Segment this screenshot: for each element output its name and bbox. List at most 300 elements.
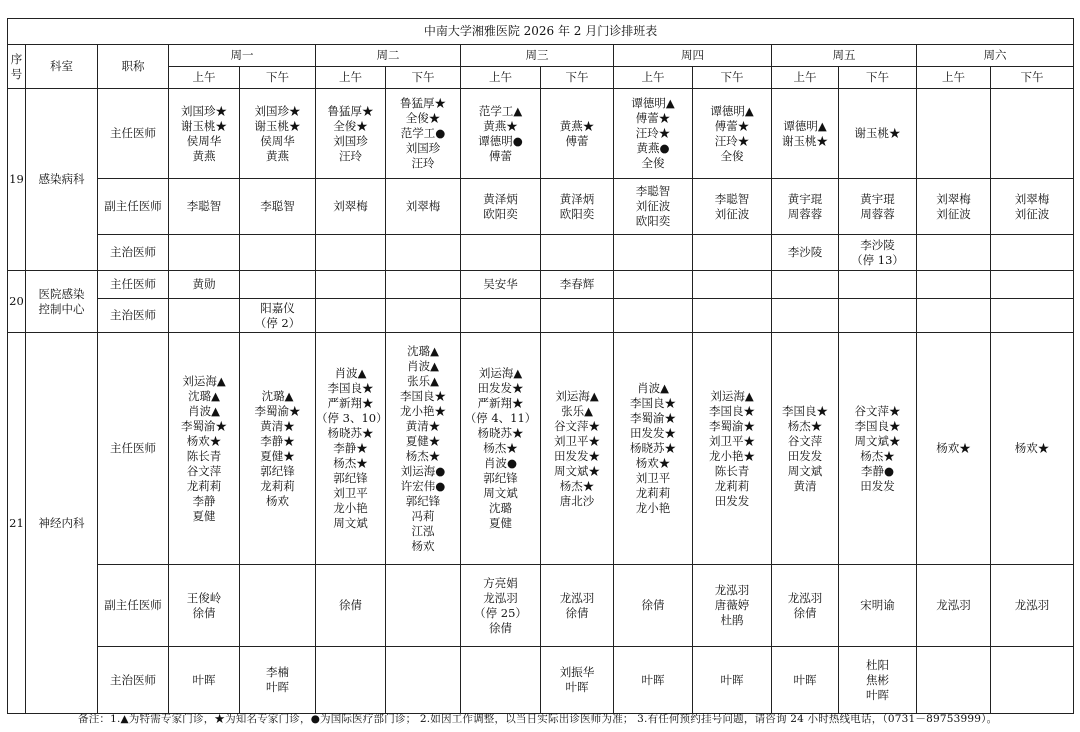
title-rank: 主治医师 [98, 235, 169, 271]
schedule-cell [991, 333, 1074, 565]
schedule-row [8, 89, 1074, 179]
schedule-row [8, 565, 1074, 647]
schedule-cell [386, 89, 461, 179]
doctor-name: 徐倩 [339, 598, 362, 612]
doctor-name: 全俊 [720, 148, 744, 163]
doctor-name: 汪玲 [339, 148, 362, 163]
doctor-name: 江泓 [411, 523, 435, 538]
doctor-name: 杜阳 [866, 657, 889, 672]
doctor-name: 李国良★ [782, 403, 828, 418]
doctor-name: 李静 [192, 493, 216, 508]
schedule-cell [991, 271, 1074, 299]
row-number: 20 [8, 271, 26, 333]
doctor-name: 杨杰★ [787, 418, 823, 433]
doctor-name: 黄泽炳 [483, 191, 518, 206]
schedule-cell [839, 333, 917, 565]
doctor-name: 欧阳奕 [559, 206, 595, 221]
doctor-name: 刘运海▲ [478, 366, 523, 380]
am-header: 上午 [917, 67, 991, 89]
schedule-cell [917, 333, 991, 565]
page-title: 中南大学湘雅医院 2026 年 2 月门诊排班表 [8, 19, 1074, 45]
doctor-name: 严新翔★ [327, 396, 374, 410]
doctor-name: 李沙陵 [787, 245, 823, 259]
doctor-name: 唐北沙 [559, 493, 595, 508]
schedule-cell [991, 89, 1074, 179]
schedule-cell [169, 565, 240, 647]
schedule-cell [614, 89, 693, 179]
doctor-name: 叶晖 [266, 680, 289, 694]
title-rank: 副主任医师 [98, 179, 169, 235]
doctor-name: 叶晖 [565, 680, 589, 694]
schedule-cell [614, 647, 693, 714]
day-header: 周三 [461, 45, 614, 67]
schedule-cell [461, 89, 541, 179]
schedule-cell [772, 179, 839, 235]
doctor-name: 傅蕾 [489, 148, 512, 163]
schedule-cell [541, 179, 614, 235]
doctor-name: 李聪智 [186, 199, 222, 213]
schedule-cell [240, 299, 316, 333]
doctor-name: 杨欢★ [936, 441, 971, 455]
schedule-cell [386, 647, 461, 714]
doctor-name: 唐薇婷 [714, 598, 750, 612]
schedule-cell [240, 333, 316, 565]
doctor-name: 王俊岭 [186, 590, 222, 605]
schedule-cell [541, 647, 614, 714]
schedule-cell [991, 235, 1074, 271]
doctor-name: 龙泓羽 [936, 598, 971, 612]
schedule-cell [614, 565, 693, 647]
schedule-row [8, 333, 1074, 565]
schedule-cell [614, 179, 693, 235]
schedule-cell [772, 299, 839, 333]
schedule-cell [693, 333, 772, 565]
schedule-cell [169, 235, 240, 271]
doctor-name: 杨杰★ [860, 448, 895, 463]
doctor-name: 李国良★ [630, 396, 676, 410]
schedule-cell [917, 565, 991, 647]
doctor-name: 杨杰★ [483, 441, 518, 455]
schedule-cell [991, 179, 1074, 235]
doctor-name: 沈璐 [489, 501, 512, 515]
doctor-name: 周文斌 [787, 463, 823, 478]
doctor-name: 杨杰★ [559, 478, 595, 493]
doctor-name: 黄清★ [260, 418, 295, 433]
doctor-name: 周文斌★ [554, 463, 600, 478]
am-header: 上午 [461, 67, 541, 89]
am-header: 上午 [316, 67, 386, 89]
doctor-name: 刘卫平★ [709, 433, 755, 448]
header-no [8, 45, 26, 89]
doctor-name: 沈璐▲ [188, 388, 220, 403]
doctor-name: 夏健★ [260, 448, 295, 463]
doctor-name: 龙泓羽 [559, 590, 595, 605]
pm-header: 下午 [839, 67, 917, 89]
doctor-name: 阳嘉仪 [260, 300, 295, 315]
doctor-name: 杨杰★ [333, 456, 368, 470]
schedule-cell [541, 565, 614, 647]
schedule-cell [240, 89, 316, 179]
schedule-cell [541, 89, 614, 179]
doctor-name: 李静★ [260, 433, 295, 448]
schedule-cell [541, 333, 614, 565]
schedule-cell [693, 179, 772, 235]
doctor-name: 刘卫平 [333, 486, 368, 500]
schedule-cell [461, 179, 541, 235]
doctor-name: 刘运海▲ [555, 388, 599, 403]
doctor-name: 刘征波 [1014, 206, 1050, 221]
doctor-name: 龙泓羽 [714, 583, 750, 597]
doctor-name: 周蓉蓉 [787, 206, 823, 221]
schedule-cell [316, 299, 386, 333]
doctor-name: 叶晖 [192, 672, 216, 687]
schedule-cell [693, 235, 772, 271]
day-header: 周一 [169, 45, 316, 67]
doctor-name: 张乐▲ [407, 373, 439, 388]
doctor-name: 汪玲★ [714, 133, 750, 148]
doctor-name: 傅蕾★ [714, 118, 750, 133]
schedule-cell [772, 235, 839, 271]
doctor-name: 肖波▲ [188, 403, 220, 418]
doctor-name: 傅蕾 [565, 133, 589, 148]
doctor-name: 谷文萍★ [554, 418, 600, 433]
doctor-name: 刘卫平★ [554, 433, 600, 448]
doctor-name: 肖波▲ [407, 358, 439, 373]
schedule-cell [316, 271, 386, 299]
schedule-cell [386, 271, 461, 299]
schedule-cell [693, 565, 772, 647]
doctor-name: 张乐▲ [561, 403, 593, 418]
doctor-name: 黄宇琨 [860, 191, 895, 206]
day-header: 周六 [917, 45, 1074, 67]
schedule-cell [169, 647, 240, 714]
doctor-name: 刘国珍 [405, 141, 441, 155]
doctor-name: 李春辉 [559, 277, 595, 291]
schedule-cell [169, 333, 240, 565]
doctor-name: 叶晖 [793, 672, 817, 687]
doctor-name: 徐倩 [641, 598, 665, 612]
schedule-cell [541, 235, 614, 271]
doctor-name: 黄燕 [192, 148, 216, 163]
schedule-cell [316, 565, 386, 647]
doctor-name: 龙莉莉 [186, 478, 222, 493]
schedule-cell [614, 333, 693, 565]
doctor-name: 李国良★ [709, 403, 755, 418]
schedule-cell [316, 179, 386, 235]
schedule-cell [991, 565, 1074, 647]
doctor-name: 田发发★ [554, 448, 600, 463]
doctor-name: 宋明谕 [860, 598, 895, 612]
doctor-name: 黄燕 [266, 148, 289, 163]
row-number: 19 [8, 89, 26, 271]
doctor-name: 杨晓苏★ [630, 441, 676, 455]
doctor-name: 郭纪锋 [333, 471, 368, 485]
doctor-name: 龙泓羽 [787, 590, 823, 605]
doctor-name: 黄燕★ [559, 118, 595, 133]
schedule-cell [772, 89, 839, 179]
doctor-name: 谢玉桃★ [782, 133, 828, 148]
pm-header: 下午 [991, 67, 1074, 89]
header-rank: 职称 [98, 45, 169, 89]
schedule-cell [693, 89, 772, 179]
schedule-cell [461, 333, 541, 565]
schedule-cell [240, 235, 316, 271]
schedule-cell [386, 565, 461, 647]
doctor-name: 傅蕾★ [635, 111, 671, 125]
doctor-name: 全俊★ [333, 118, 368, 133]
doctor-name: 杨欢★ [186, 433, 222, 448]
doctor-name: 汪玲★ [635, 126, 671, 140]
doctor-name: 李聪智 [714, 191, 750, 206]
doctor-name: （停 13） [851, 252, 904, 267]
header-no-char: 号 [10, 66, 23, 81]
doctor-name: 龙小艳 [333, 501, 368, 515]
doctor-name: 侯周华 [186, 133, 222, 148]
title-rank: 主治医师 [98, 299, 169, 333]
doctor-name: 范学工● [400, 126, 446, 140]
doctor-name: （停 3、10） [316, 411, 388, 425]
doctor-name: 陈长青 [714, 463, 750, 478]
schedule-cell [693, 271, 772, 299]
schedule-cell [917, 271, 991, 299]
doctor-name: 李国良★ [854, 418, 901, 433]
schedule-cell [614, 299, 693, 333]
schedule-cell [614, 271, 693, 299]
doctor-name: 刘运海● [400, 463, 446, 478]
doctor-name: 李国良★ [400, 388, 446, 403]
schedule-cell [461, 565, 541, 647]
schedule-cell [386, 179, 461, 235]
doctor-name: 郭纪锋 [483, 471, 518, 485]
schedule-cell [240, 647, 316, 714]
schedule-cell [772, 565, 839, 647]
doctor-name: 李蜀渝★ [630, 411, 676, 425]
doctor-name: 黄勋 [192, 277, 216, 291]
schedule-cell [772, 271, 839, 299]
doctor-name: 刘国珍★ [254, 103, 301, 118]
doctor-name: 徐倩 [192, 605, 216, 620]
schedule-cell [917, 89, 991, 179]
doctor-name: 黄清★ [405, 418, 441, 433]
doctor-name: 叶晖 [720, 672, 744, 687]
doctor-name: 周文斌 [333, 516, 368, 530]
doctor-name: 夏健 [489, 516, 512, 530]
day-header: 周四 [614, 45, 772, 67]
doctor-name: 李蜀渝★ [709, 418, 755, 433]
schedule-row [8, 235, 1074, 271]
header-no-char: 序 [10, 51, 23, 66]
doctor-name: 田发发 [714, 493, 750, 508]
am-header: 上午 [772, 67, 839, 89]
doctor-name: 龙泓羽 [483, 590, 518, 605]
doctor-name: 杨欢 [411, 538, 435, 553]
schedule-cell [917, 235, 991, 271]
doctor-name: 焦彬 [866, 672, 889, 687]
doctor-name: 谢玉桃★ [181, 118, 227, 133]
doctor-name: 杜鹃 [720, 613, 744, 627]
schedule-cell [541, 271, 614, 299]
doctor-name: 李国良★ [327, 381, 374, 395]
schedule-cell [839, 179, 917, 235]
schedule-cell [169, 179, 240, 235]
title-rank: 主任医师 [98, 333, 169, 565]
doctor-name: 吴安华 [483, 277, 518, 291]
doctor-name: 杨欢★ [1014, 441, 1050, 455]
doctor-name: 汪玲 [411, 156, 435, 170]
schedule-cell [839, 271, 917, 299]
doctor-name: 许宏伟● [400, 478, 446, 493]
pm-header: 下午 [240, 67, 316, 89]
doctor-name: 侯周华 [260, 133, 295, 148]
doctor-name: 叶晖 [866, 687, 889, 702]
schedule-cell [541, 299, 614, 333]
schedule-row [8, 299, 1074, 333]
doctor-name: （停 25） [474, 605, 527, 620]
department-line: 控制中心 [38, 301, 85, 316]
doctor-name: 谭德明▲ [631, 96, 675, 110]
doctor-name: 刘国珍 [333, 133, 368, 148]
doctor-name: 肖波● [483, 456, 518, 470]
doctor-name: 刘翠梅 [405, 199, 441, 213]
schedule-cell [316, 235, 386, 271]
doctor-name: 郭纪锋 [260, 463, 295, 478]
doctor-name: 肖波▲ [637, 381, 669, 395]
pm-header: 下午 [386, 67, 461, 89]
schedule-cell [240, 271, 316, 299]
schedule-cell [614, 235, 693, 271]
doctor-name: 龙小艳★ [709, 448, 755, 463]
schedule-cell [839, 235, 917, 271]
schedule-cell [839, 647, 917, 714]
schedule-cell [169, 299, 240, 333]
doctor-name: 黄燕★ [483, 118, 518, 133]
doctor-name: 沈璐▲ [407, 343, 439, 358]
doctor-name: 刘征波 [714, 206, 750, 221]
schedule-cell [169, 89, 240, 179]
doctor-name: 陈长青 [186, 448, 222, 463]
doctor-name: 谭德明● [478, 133, 523, 148]
doctor-name: 田发发★ [630, 426, 676, 440]
doctor-name: 刘运海▲ [182, 373, 226, 388]
title-rank: 主治医师 [98, 647, 169, 714]
footnote: 备注：1.▲为特需专家门诊，★为知名专家门诊，●为国际医疗部门诊； 2.如因工作调整，以当日实际出诊医师为准； 3.有任何预约挂号问题，请咨询 24 小时热线电话，（0731－89753999）。 [78, 713, 998, 725]
doctor-name: 田发发 [787, 448, 823, 463]
doctor-name: 黄宇琨 [787, 191, 823, 206]
doctor-name: 黄清 [793, 478, 817, 493]
doctor-name: 刘征波 [635, 199, 671, 213]
doctor-name: 欧阳奕 [635, 214, 671, 228]
doctor-name: 谢玉桃★ [254, 118, 301, 133]
am-header: 上午 [614, 67, 693, 89]
title-rank: 主任医师 [98, 89, 169, 179]
schedule-cell [772, 647, 839, 714]
doctor-name: 谷文萍★ [854, 403, 901, 418]
doctor-name: 刘征波 [936, 206, 971, 221]
doctor-name: 夏健★ [405, 433, 441, 448]
doctor-name: 龙泓羽 [1014, 598, 1050, 612]
schedule-cell [839, 565, 917, 647]
doctor-name: 龙小艳★ [400, 403, 446, 418]
doctor-name: 严新翔★ [477, 396, 524, 410]
doctor-name: 李沙陵 [860, 237, 895, 252]
doctor-name: 方亮娟 [483, 575, 518, 590]
schedule-cell [693, 647, 772, 714]
schedule-cell [461, 271, 541, 299]
doctor-name: 夏健 [192, 508, 216, 523]
doctor-name: 田发发 [860, 478, 895, 493]
schedule-cell [386, 235, 461, 271]
doctor-name: 杨杰★ [405, 448, 441, 463]
title-rank: 副主任医师 [98, 565, 169, 647]
doctor-name: 龙莉莉 [714, 478, 750, 493]
doctor-name: 黄泽炳 [559, 191, 595, 206]
doctor-name: 郭纪锋 [405, 493, 441, 508]
schedule-cell [693, 299, 772, 333]
doctor-name: 谢玉桃★ [854, 126, 901, 140]
doctor-name: 周文斌★ [854, 433, 901, 448]
doctor-name: 刘振华 [559, 665, 595, 679]
doctor-name: 刘翠梅 [333, 199, 368, 213]
doctor-name: 欧阳奕 [483, 206, 518, 221]
schedule-cell [917, 647, 991, 714]
pm-header: 下午 [541, 67, 614, 89]
doctor-name: 杨晓苏★ [327, 426, 374, 440]
department: 感染病科 [26, 89, 98, 271]
doctor-name: 李蜀渝★ [181, 418, 227, 433]
doctor-name: 黄燕● [636, 141, 670, 155]
schedule-cell [461, 235, 541, 271]
schedule-cell [169, 271, 240, 299]
doctor-name: 周文斌 [483, 486, 518, 500]
schedule-cell [316, 89, 386, 179]
schedule-cell [772, 333, 839, 565]
day-header: 周二 [316, 45, 461, 67]
schedule-cell [917, 299, 991, 333]
schedule-cell [991, 299, 1074, 333]
schedule-cell [839, 89, 917, 179]
doctor-name: 全俊 [641, 156, 665, 170]
doctor-name: 杨欢★ [635, 456, 671, 470]
doctor-name: 杨晓苏★ [477, 426, 524, 440]
schedule-cell [240, 565, 316, 647]
doctor-name: 徐倩 [489, 620, 512, 635]
row-number: 21 [8, 333, 26, 714]
schedule-cell [461, 299, 541, 333]
header-dept: 科室 [26, 45, 98, 89]
schedule-cell [991, 647, 1074, 714]
doctor-name: 谭德明▲ [783, 118, 827, 133]
schedule-table [7, 18, 1074, 714]
schedule-cell [316, 647, 386, 714]
doctor-name: 刘国珍★ [181, 103, 227, 118]
title-rank: 主任医师 [98, 271, 169, 299]
doctor-name: 刘运海▲ [710, 388, 754, 403]
doctor-name: （停 4、11） [464, 411, 537, 425]
doctor-name: 叶晖 [641, 672, 665, 687]
department: 神经内科 [26, 333, 98, 714]
doctor-name: 冯莉 [411, 508, 435, 523]
doctor-name: 谷文萍 [787, 433, 823, 448]
doctor-name: 刘翠梅 [936, 191, 971, 206]
doctor-name: 龙小艳 [635, 501, 671, 515]
department [26, 271, 98, 333]
schedule-cell [839, 299, 917, 333]
doctor-name: 李聪智 [635, 184, 671, 198]
schedule-cell [917, 179, 991, 235]
schedule-cell [240, 179, 316, 235]
doctor-name: 周蓉蓉 [860, 206, 895, 221]
doctor-name: 谭德明▲ [710, 103, 754, 118]
